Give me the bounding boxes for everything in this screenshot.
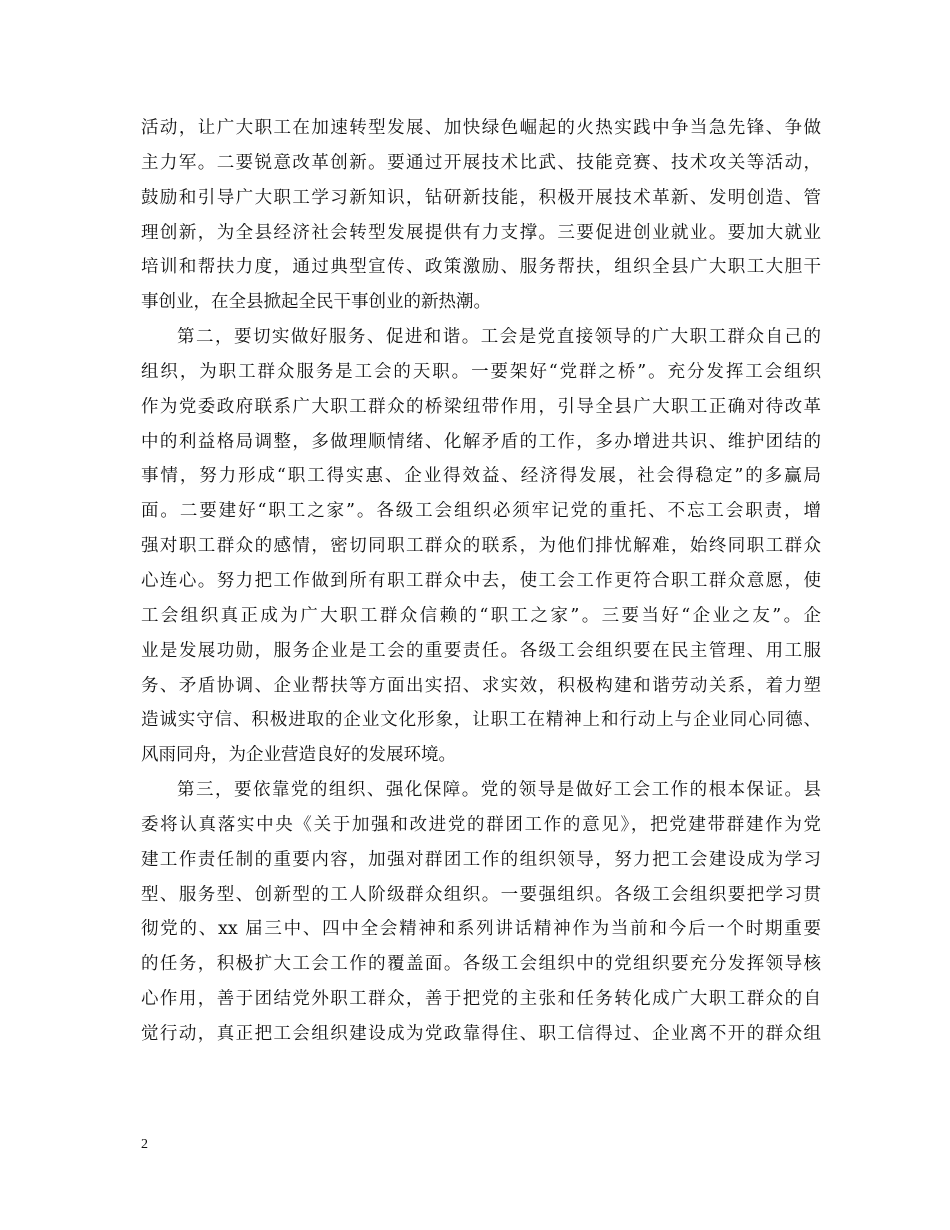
text-line: 第二，要切实做好服务、促进和谐。工会是党直接领导的广大职工群众自己的	[177, 327, 821, 348]
text-line: 培训和帮扶力度，通过典型宣传、政策激励、服务帮扶，组织全县广大职工大胆干	[141, 257, 821, 278]
text-line: 心作用，善于团结党外职工群众，善于把党的主张和任务转化成广大职工群众的自	[141, 989, 821, 1010]
text-line: 活动，让广大职工在加速转型发展、加快绿色崛起的火热实践中争当急先锋、争做	[141, 118, 821, 138]
text-line: 委将认真落实中央《关于加强和改进党的群团工作的意见》，把党建带群建作为党	[141, 814, 821, 835]
text-line: 中的利益格局调整，多做理顺情绪、化解矛盾的工作，多办增进共识、维护团结的	[141, 431, 821, 452]
text-line: 面。二要建好“职工之家”。各级工会组织必须牢记党的重托、不忘工会职责，增	[141, 501, 821, 522]
text-line: 彻党的、xx 届三中、四中全会精神和系列讲话精神作为当前和今后一个时期重要	[141, 919, 821, 940]
page-number: 2	[141, 1137, 148, 1152]
text-line: 建工作责任制的重要内容，加强对群团工作的组织领导，努力把工会建设成为学习	[141, 849, 821, 870]
text-line: 事创业，在全县掀起全民干事创业的新热潮。	[141, 292, 491, 313]
text-line: 鼓励和引导广大职工学习新知识，钻研新技能，积极开展技术革新、发明创造、管	[141, 187, 821, 208]
text-line: 主力军。二要锐意改革创新。要通过开展技术比武、技能竞赛、技术攻关等活动，	[141, 152, 821, 173]
text-line: 第三，要依靠党的组织、强化保障。党的领导是做好工会工作的根本保证。县	[177, 780, 821, 801]
text-line: 型、服务型、创新型的工人阶级群众组织。一要强组织。各级工会组织要把学习贯	[141, 884, 821, 905]
text-line: 的任务，积极扩大工会工作的覆盖面。各级工会组织中的党组织要充分发挥领导核	[141, 954, 821, 975]
text-line: 心连心。努力把工作做到所有职工群众中去，使工会工作更符合职工群众意愿，使	[141, 570, 821, 591]
text-line: 组织，为职工群众服务是工会的天职。一要架好“党群之桥”。充分发挥工会组织	[141, 361, 821, 382]
text-line: 觉行动，真正把工会组织建设成为党政靠得住、职工信得过、企业离不开的群众组	[141, 1023, 821, 1044]
text-line: 作为党委政府联系广大职工群众的桥梁纽带作用，引导全县广大职工正确对待改革	[141, 396, 821, 417]
text-line: 工会组织真正成为广大职工群众信赖的“职工之家”。三要当好“企业之友”。企	[141, 605, 821, 626]
text-line: 事情，努力形成“职工得实惠、企业得效益、经济得发展，社会得稳定”的多赢局	[141, 466, 821, 487]
text-line: 业是发展功勋，服务企业是工会的重要责任。各级工会组织要在民主管理、用工服	[141, 640, 821, 661]
text-line: 强对职工群众的感情，密切同职工群众的联系，为他们排忧解难，始终同职工群众	[141, 536, 821, 557]
text-line: 造诚实守信、积极进取的企业文化形象，让职工在精神上和行动上与企业同心同德、	[141, 710, 821, 731]
text-line: 理创新，为全县经济社会转型发展提供有力支撑。三要促进创业就业。要加大就业	[141, 222, 821, 243]
text-line: 风雨同舟，为企业营造良好的发展环境。	[141, 745, 456, 766]
text-line: 务、矛盾协调、企业帮扶等方面出实招、求实效，积极构建和谐劳动关系，着力塑	[141, 675, 821, 696]
body-text	[141, 111, 821, 1052]
